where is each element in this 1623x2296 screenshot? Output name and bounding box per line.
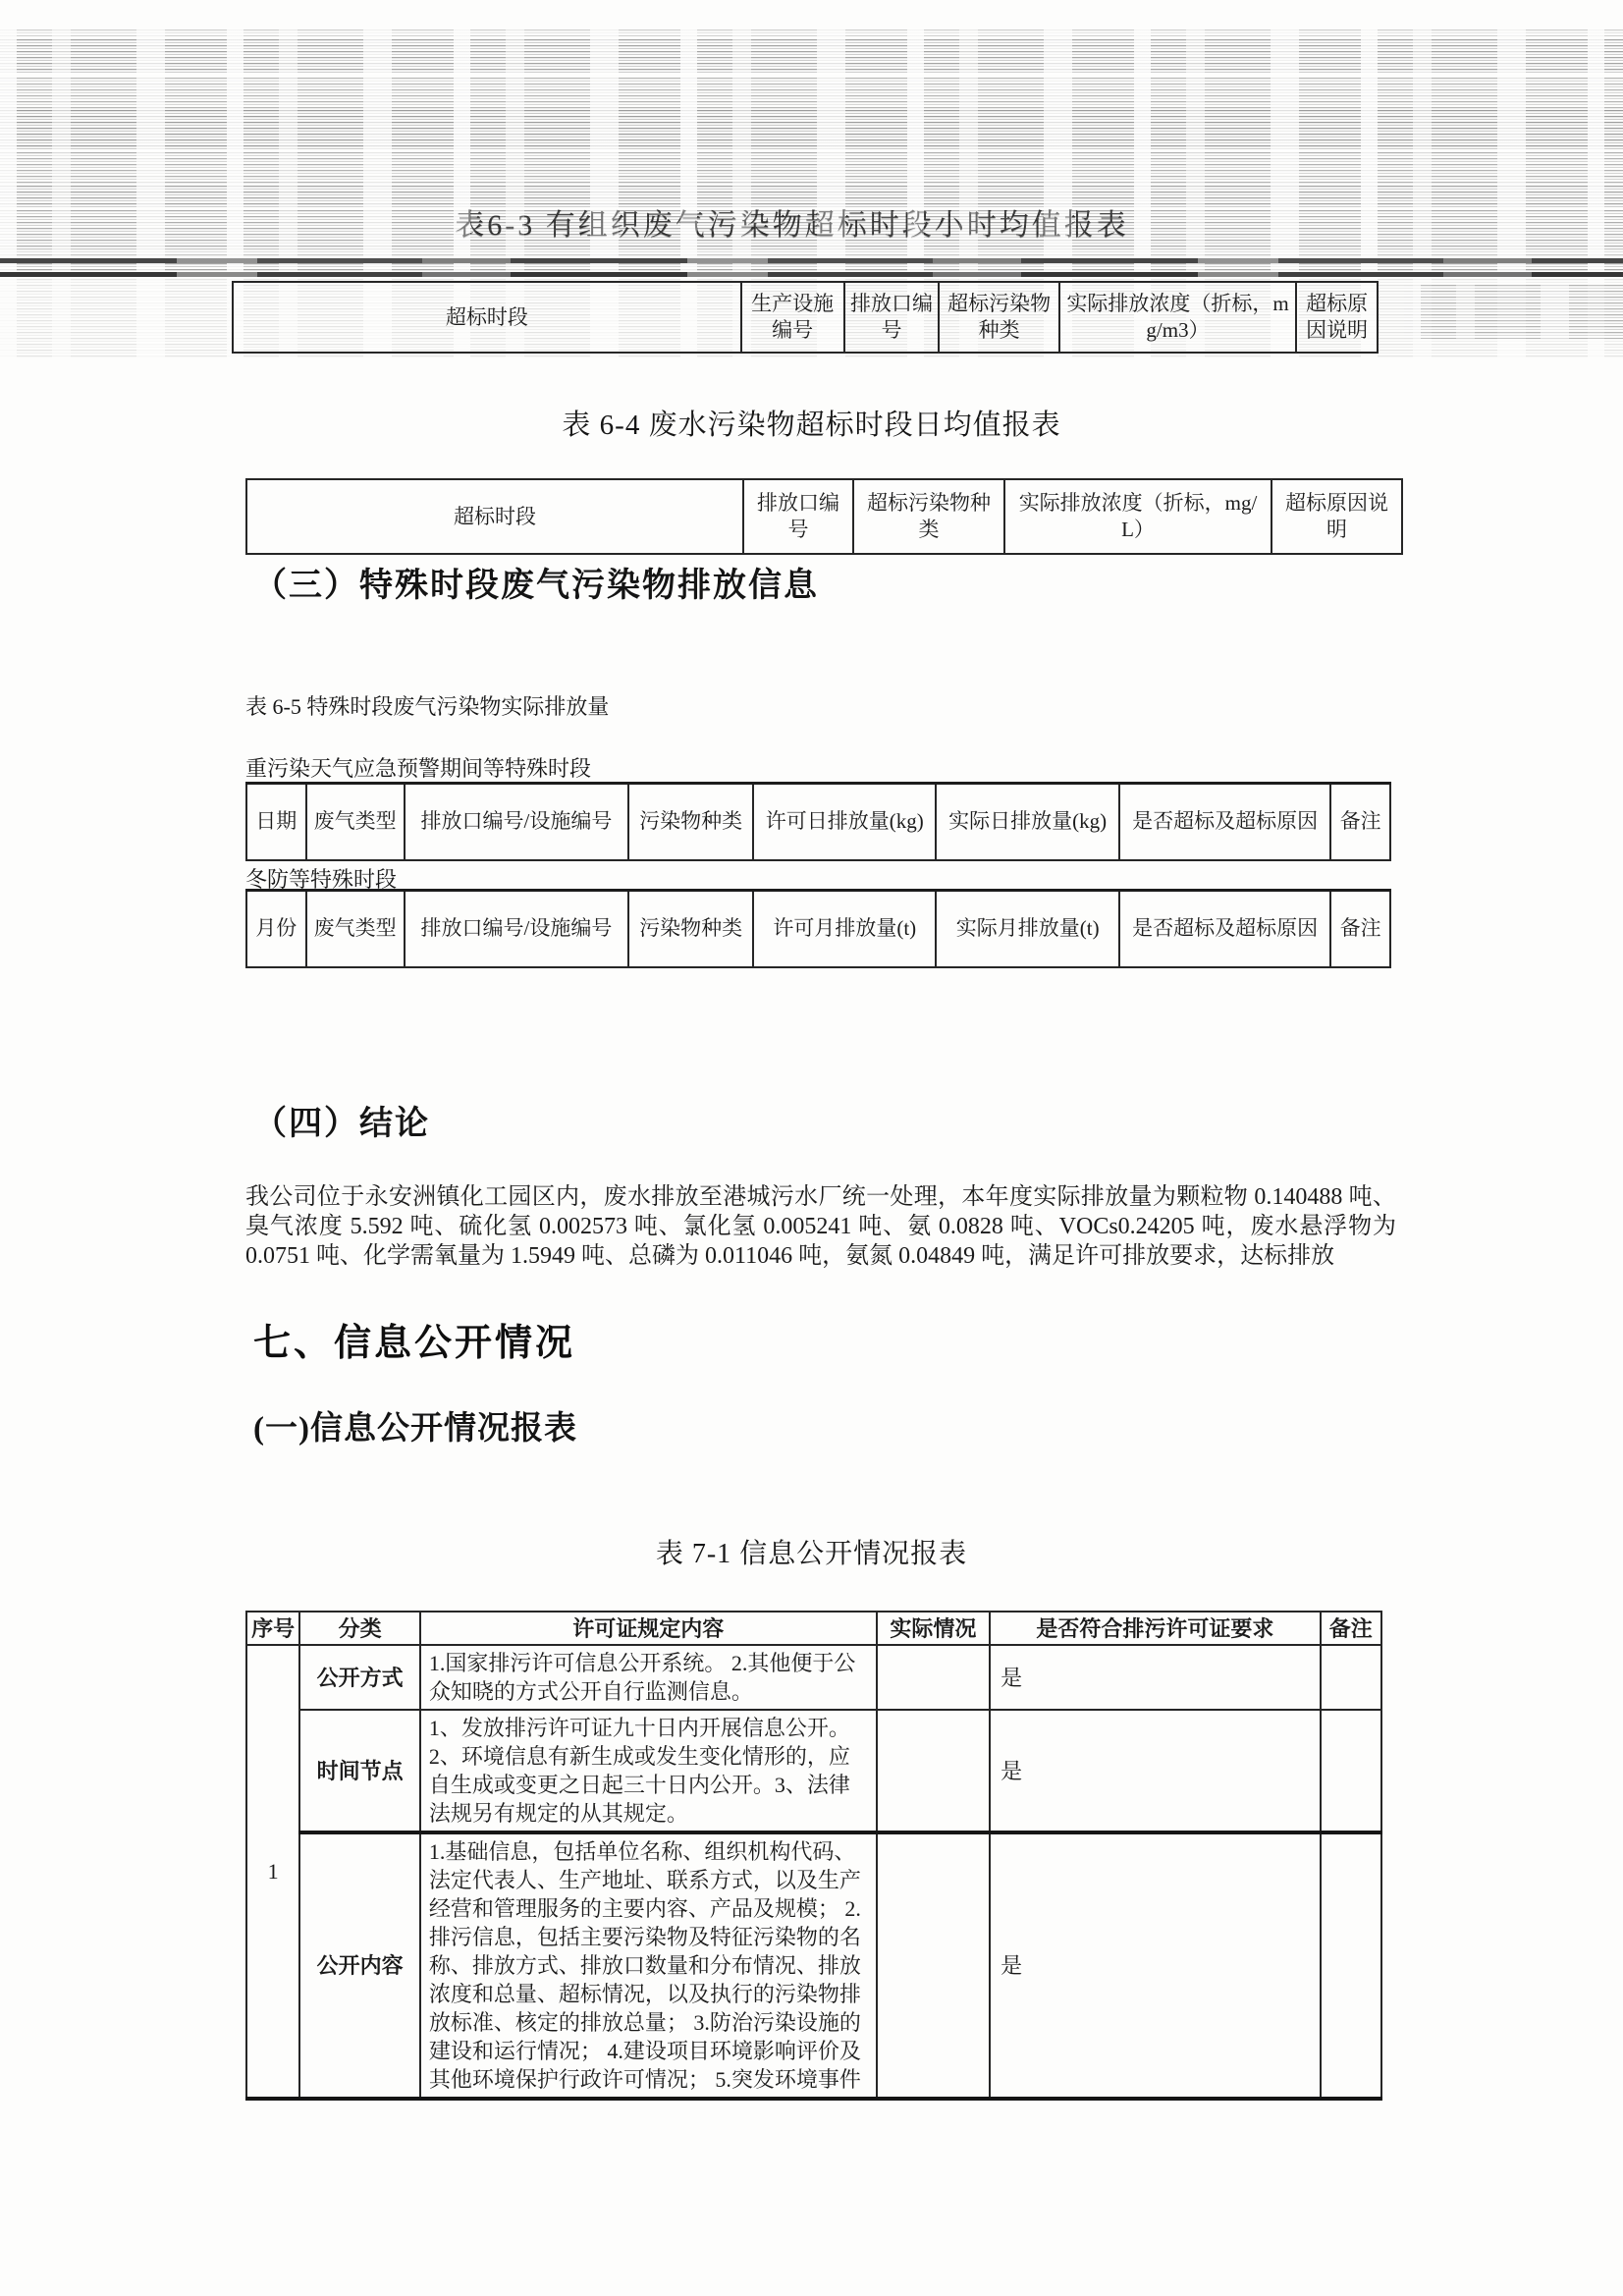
table-row-publish-method	[246, 1645, 1381, 1710]
table-row	[246, 891, 1390, 967]
col-header: 超标原因说明	[1296, 282, 1378, 353]
table-6-4-caption: 表 6-4 废水污染物超标时段日均值报表	[562, 410, 1061, 441]
note-cell-empty	[1321, 1710, 1381, 1832]
col-header: 许可日排放量(kg)	[753, 784, 936, 860]
table-6-5-sublabel-heavy-pollution: 重污染天气应急预警期间等特殊时段	[245, 756, 592, 781]
table-7-1-caption: 表 7-1 信息公开情况报表	[655, 1539, 968, 1569]
col-header: 超标污染物种类	[853, 479, 1004, 554]
table-6-3	[232, 281, 1379, 354]
col-header: 污染物种类	[628, 784, 753, 860]
col-header: 超标时段	[233, 282, 741, 353]
noise-band	[0, 248, 1623, 257]
col-header: 实际排放浓度（折标，mg/L）	[1004, 479, 1271, 554]
noise-band	[0, 78, 1623, 110]
col-header: 废气类型	[306, 891, 405, 967]
section-7-heading: 七、信息公开情况	[253, 1323, 576, 1364]
table-6-4	[245, 478, 1403, 555]
compliant-cell: 是	[990, 1710, 1320, 1832]
table-row-publish-content	[246, 1832, 1381, 2099]
table-7-1	[245, 1611, 1382, 2101]
col-header: 是否超标及超标原因	[1119, 891, 1331, 967]
noise-band	[0, 110, 1623, 151]
col-header: 备注	[1330, 784, 1390, 860]
col-header: 实际日排放量(kg)	[936, 784, 1118, 860]
col-header: 分类	[299, 1612, 420, 1645]
section-4-heading: （四）结论	[253, 1106, 430, 1142]
noise-band	[0, 152, 1623, 185]
conclusion-paragraph: 我公司位于永安洲镇化工园区内，废水排放至港城污水厂统一处理，本年度实际排放量为颗粒物 0.140488 吨、臭气浓度 5.592 吨、硫化氢 0.002573 吨、氯化氢 0.005241 吨、氨 0.0828 吨、VOCs0.24205 吨，废水悬浮物为 0.0751 吨、化学需氧量为 1.5949 吨、总磷为 0.011046 吨，氨氮 0.04849 吨，满足许可排放要求，达标排放	[245, 1184, 1396, 1269]
noise-band	[1404, 285, 1623, 339]
note-cell-empty	[1321, 1645, 1381, 1710]
col-header: 超标原因说明	[1271, 479, 1402, 554]
col-header: 排放口编号/设施编号	[405, 784, 628, 860]
compliant-cell: 是	[990, 1645, 1320, 1710]
col-header: 许可证规定内容	[420, 1612, 877, 1645]
noise-band	[0, 39, 1623, 75]
col-header: 排放口编号	[844, 282, 940, 353]
col-header: 是否符合排污许可证要求	[990, 1612, 1320, 1645]
noise-rule	[0, 272, 1623, 277]
content-cell: 1.国家排污许可信息公开系统。 2.其他便于公众知晓的方式公开自行监测信息。	[420, 1645, 877, 1710]
category-cell: 时间节点	[299, 1710, 420, 1832]
actual-cell-empty	[877, 1832, 991, 2099]
col-header: 废气类型	[306, 784, 405, 860]
col-header: 月份	[246, 891, 306, 967]
table-6-3-title: 表6-3 有组织废气污染物超标时段小时均值报表	[455, 209, 1129, 242]
table-row	[246, 784, 1390, 860]
table-6-5-sublabel-winter: 冬防等特殊时段	[245, 867, 398, 892]
col-header: 实际月排放量(t)	[936, 891, 1118, 967]
table-row	[233, 282, 1378, 353]
col-header: 许可月排放量(t)	[753, 891, 936, 967]
section-3-heading: （三）特殊时段废气污染物排放信息	[253, 568, 819, 604]
col-header: 排放口编号	[743, 479, 853, 554]
col-header: 是否超标及超标原因	[1119, 784, 1331, 860]
seq-cell: 1	[246, 1645, 299, 2099]
table-row	[246, 479, 1402, 554]
category-cell: 公开内容	[299, 1832, 420, 2099]
col-header: 备注	[1330, 891, 1390, 967]
table-6-5-winter	[245, 889, 1391, 968]
actual-cell-empty	[877, 1645, 991, 1710]
col-header: 实际情况	[877, 1612, 991, 1645]
noise-rule	[0, 258, 1623, 263]
col-header: 备注	[1321, 1612, 1381, 1645]
content-cell: 1.基础信息，包括单位名称、组织机构代码、法定代表人、生产地址、联系方式，以及生产经营和管理服务的主要内容、产品及规模； 2.排污信息，包括主要污染物及特征污染物的名称、排放方式、排放口数量和分布情况、排放浓度和总量、超标情况，以及执行的污染物排放标准、核定的排放总量； 3.防治污染设施的建设和运行情况； 4.建设项目环境影响评价及其他环境保护行政许可情况； 5.突发环境事件	[420, 1832, 877, 2099]
note-cell-empty	[1321, 1832, 1381, 2099]
category-cell: 公开方式	[299, 1645, 420, 1710]
actual-cell-empty	[877, 1710, 991, 1832]
col-header: 实际排放浓度（折标，mg/m3）	[1059, 282, 1296, 353]
col-header: 序号	[246, 1612, 299, 1645]
col-header: 生产设施编号	[741, 282, 844, 353]
noise-band	[0, 263, 1623, 271]
col-header: 排放口编号/设施编号	[405, 891, 628, 967]
section-7-1-heading: (一)信息公开情况报表	[253, 1411, 577, 1447]
table-header-row	[246, 1612, 1381, 1645]
col-header: 污染物种类	[628, 891, 753, 967]
col-header: 超标时段	[246, 479, 743, 554]
col-header: 超标污染物种类	[939, 282, 1058, 353]
content-cell: 1、发放排污许可证九十日内开展信息公开。2、环境信息有新生成或发生变化情形的，应自生成或变更之日起三十日内公开。3、法律法规另有规定的从其规定。	[420, 1710, 877, 1832]
table-row-time-node	[246, 1710, 1381, 1832]
table-6-5-caption: 表 6-5 特殊时段废气污染物实际排放量	[245, 694, 610, 719]
col-header: 日期	[246, 784, 306, 860]
table-6-5-heavy-pollution	[245, 782, 1391, 861]
noise-band	[0, 29, 1623, 36]
compliant-cell: 是	[990, 1832, 1320, 2099]
